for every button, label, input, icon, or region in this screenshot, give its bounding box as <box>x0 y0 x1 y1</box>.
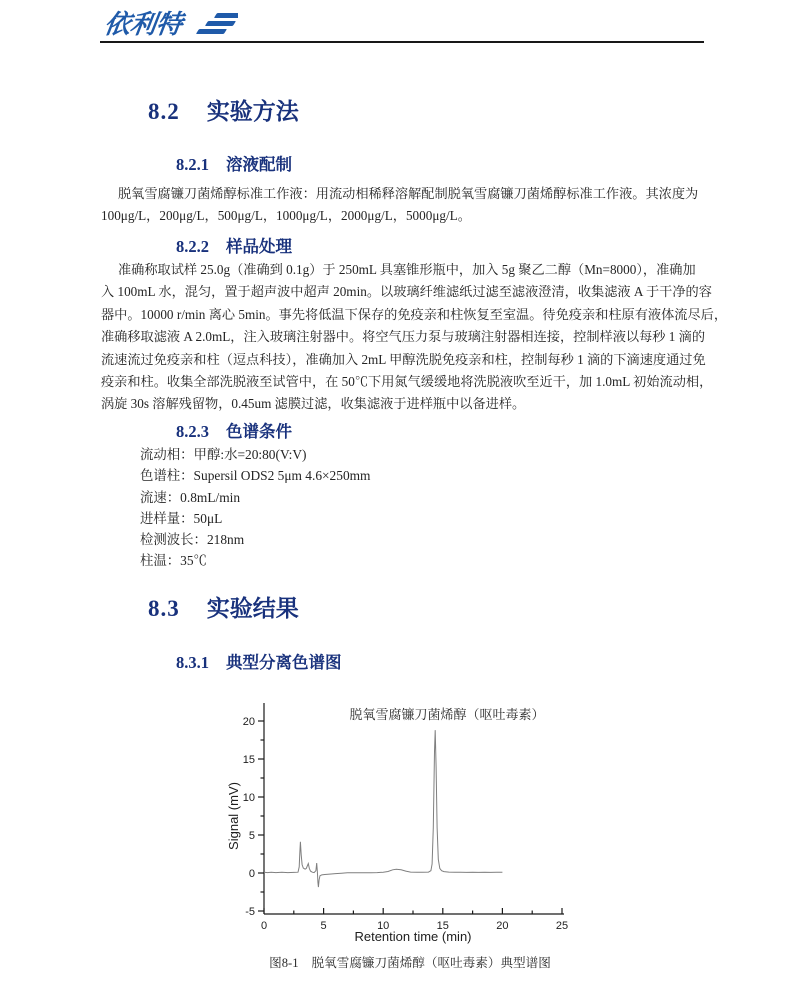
text-line: 100μg/L，200μg/L，500μg/L，1000μg/L，2000μg/L，5000μg/L。 <box>101 208 471 224</box>
text-line: 器中。10000 r/min 离心 5min。事先将低温下保存的免疫亲和柱恢复至室温。待免疫亲和柱原有液体流尽后， <box>101 306 728 322</box>
y-tick-label: 0 <box>248 868 255 880</box>
y-tick-label: 20 <box>242 716 255 728</box>
x-tick-label: 5 <box>320 920 327 932</box>
section-title: 实验结果 <box>206 596 299 621</box>
y-tick-label: 15 <box>242 754 255 766</box>
text-line: 流速流过免疫亲和柱（逗点科技），准确加入 2mL 甲醇洗脱免疫亲和柱，控制每秒 1 滴的下滴速度通过免 <box>101 351 706 367</box>
paragraph-solution-preparation <box>101 183 711 228</box>
x-tick-label: 10 <box>377 920 390 932</box>
section-number: 8.2 <box>148 99 180 124</box>
chromatogram-chart <box>224 692 596 954</box>
x-tick-label: 25 <box>555 920 569 932</box>
subsection-number: 8.2.2 <box>176 237 209 256</box>
text-line: 流动相：甲醇:水=20:80(V:V) <box>140 447 307 462</box>
section-title: 实验方法 <box>206 99 299 124</box>
peak-annotation: 脱氧雪腐镰刀菌烯醇（呕吐毒素） <box>349 707 545 722</box>
figure-caption <box>225 952 595 971</box>
x-axis-label: Retention time (min) <box>354 929 472 944</box>
subsection-title: 样品处理 <box>226 237 292 256</box>
subsection-heading-8-2-1 <box>176 151 292 175</box>
text-line: 检测波长：218nm <box>140 532 245 548</box>
x-tick-label: 20 <box>496 920 509 932</box>
y-axis-label: Signal (mV) <box>226 782 241 850</box>
y-tick-label: 10 <box>242 792 255 804</box>
logo-graphic <box>103 5 238 42</box>
y-tick-label: -5 <box>245 906 255 918</box>
text-line: 脱氧雪腐镰刀菌烯醇标准工作液：用流动相稀释溶解配制脱氧雪腐镰刀菌烯醇标准工作液。其浓度为 <box>118 186 699 201</box>
section-heading-8-3 <box>148 590 299 623</box>
text-line: 入 100mL 水，混匀，置于超声波中超声 20min。以玻璃纤维滤纸过滤至滤液澄清，收集滤液 A 于干净的容 <box>101 284 712 300</box>
paragraph-sample-treatment <box>101 259 728 416</box>
subsection-title: 溶液配制 <box>226 155 292 174</box>
chromatographic-conditions-list <box>140 444 370 572</box>
x-tick-label: 0 <box>260 920 268 932</box>
chromatogram-figure <box>224 692 596 954</box>
subsection-heading-8-2-2 <box>176 233 292 257</box>
figure-number: 图8-1 <box>269 956 299 970</box>
logo-stripes-icon <box>196 13 238 34</box>
logo-text: 依利特 <box>103 10 185 39</box>
text-line: 进样量：50μL <box>140 510 223 526</box>
subsection-number: 8.2.3 <box>176 422 209 441</box>
y-tick-label: 5 <box>248 830 255 842</box>
x-tick-label: 15 <box>436 920 449 932</box>
section-heading-8-2 <box>148 93 299 126</box>
figure-caption-text: 脱氧雪腐镰刀菌烯醇（呕吐毒素）典型谱图 <box>311 956 551 970</box>
subsection-title: 典型分离色谱图 <box>226 653 342 672</box>
text-line: 流速：0.8mL/min <box>140 489 241 505</box>
subsection-number: 8.2.1 <box>176 155 209 174</box>
subsection-number: 8.3.1 <box>176 653 209 672</box>
text-line: 色谱柱：Supersil ODS2 5μm 4.6×250mm <box>140 468 371 484</box>
subsection-heading-8-3-1 <box>176 649 342 673</box>
text-line: 准确移取滤液 A 2.0mL，注入玻璃注射器中。将空气压力泵与玻璃注射器相连接，控制样液以每秒 1 滴的 <box>101 329 706 345</box>
chromatogram-trace <box>264 730 502 887</box>
section-number: 8.3 <box>148 596 180 621</box>
text-line: 涡旋 30s 溶解残留物，0.45um 滤膜过滤，收集滤液于进样瓶中以备进样。 <box>101 396 526 412</box>
text-line: 柱温：35℃ <box>140 553 207 569</box>
text-line: 准确称取试样 25.0g（准确到 0.1g）于 250mL 具塞锥形瓶中，加入 5g 聚乙二醇（Mn=8000），准确加 <box>118 262 696 277</box>
subsection-heading-8-2-3 <box>176 418 292 442</box>
subsection-title: 色谱条件 <box>226 422 292 441</box>
text-line: 疫亲和柱。收集全部洗脱液至试管中，在 50℃下用氮气缓缓地将洗脱液吹至近干，加 1.0mL 初始流动相， <box>101 374 713 390</box>
header-divider <box>100 41 704 43</box>
